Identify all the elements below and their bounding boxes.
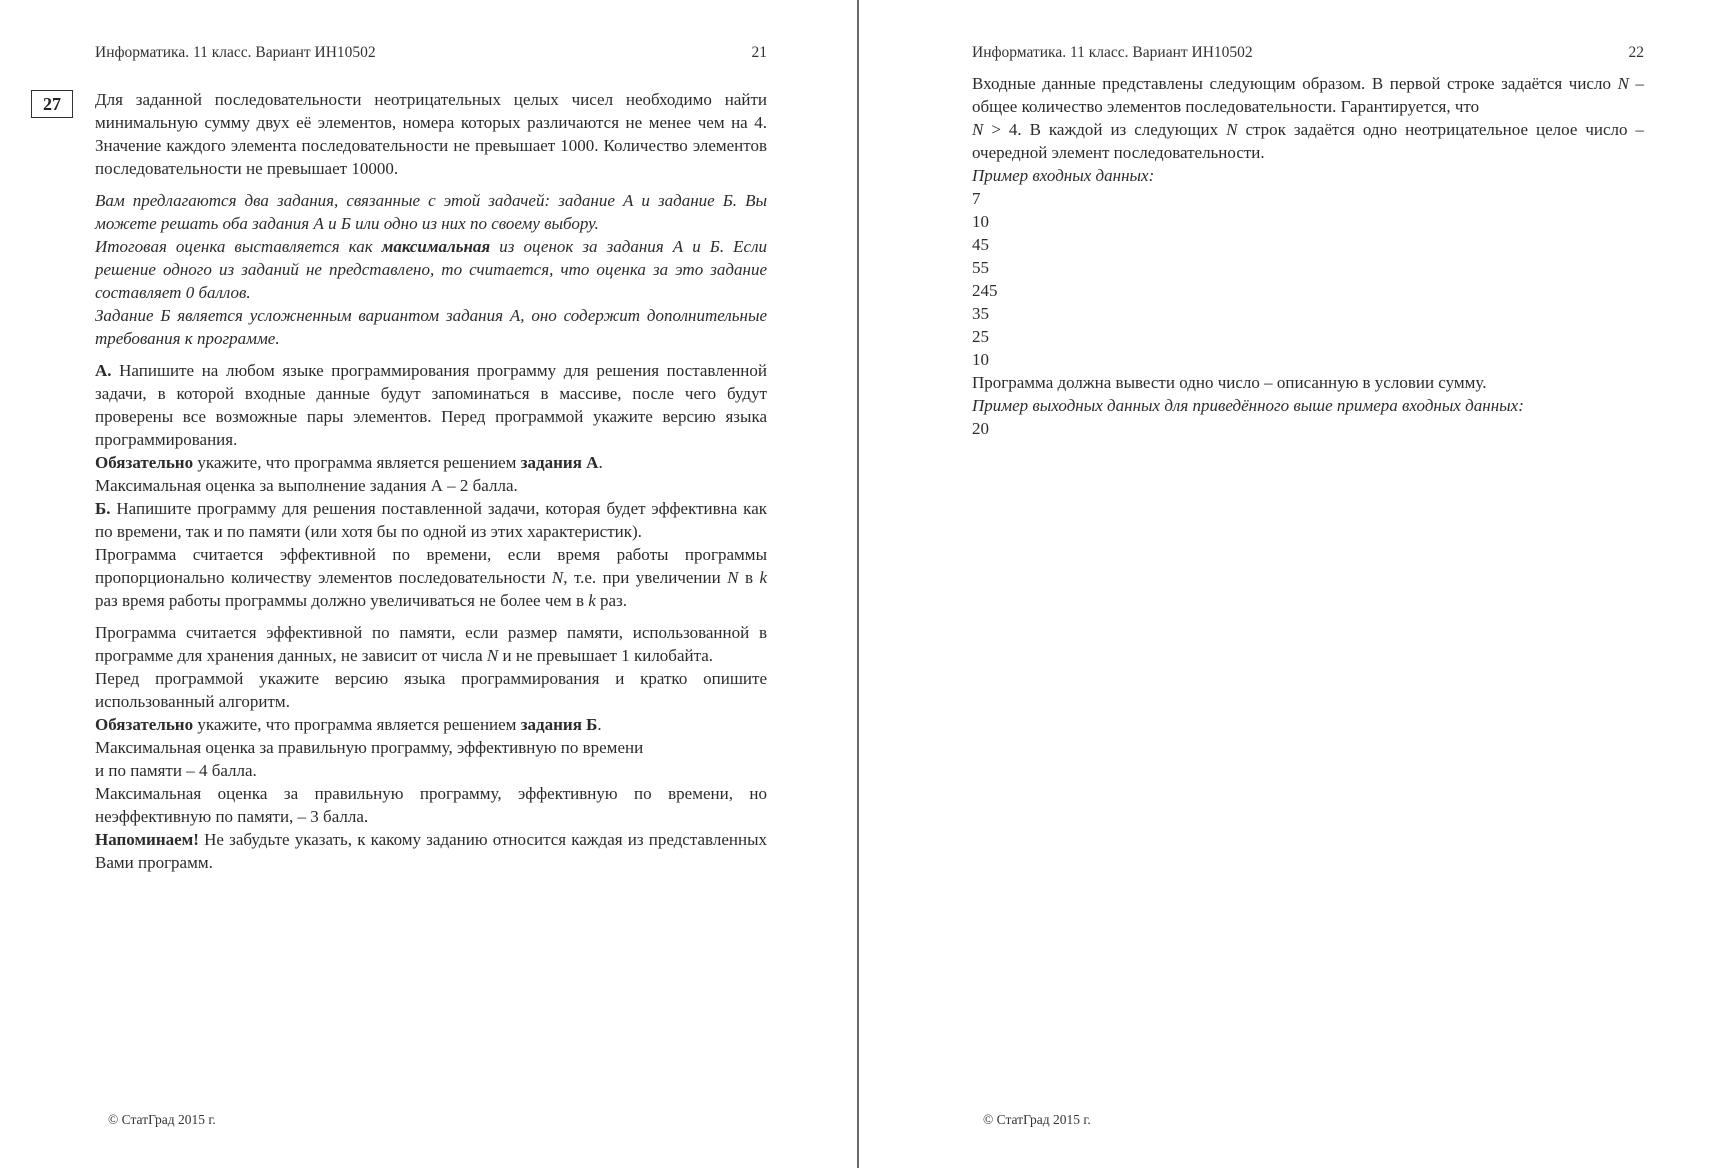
emphasis-max: максимальная [381, 237, 491, 256]
task-b-mandatory: Обязательно укажите, что программа является решением задания Б. [95, 715, 602, 734]
input-description: Входные данные представлены следующим образом. В первой строке задаётся число N – общее количество элементов последовательности. Гарантируется, что N > 4. В каждой из следующих N строк задаётся одно неотрицательное целое число – очередной элемент последовательности. [972, 74, 1645, 162]
left-page [0, 0, 858, 1168]
header-title: Информатика. 11 класс. Вариант ИН10502 [972, 44, 1253, 61]
task-a-max-score: Максимальная оценка за выполнение задания А – 2 балла. [95, 476, 518, 495]
italic-note-2: Итоговая оценка выставляется как максимальная из оценок за задания А и Б. Если решение одного из заданий не представлено, то считается, что оценка за это задание составляет 0 баллов. [95, 237, 767, 302]
list-item: 10 [972, 212, 989, 231]
page-number: 22 [1628, 44, 1644, 61]
list-item: 45 [972, 235, 989, 254]
right-footer: © СтатГрад 2015 г. [983, 1112, 1091, 1127]
list-item: 25 [972, 327, 989, 346]
output-description: Программа должна вывести одно число – описанную в условии сумму. [972, 373, 1487, 392]
time-efficiency: Программа считается эффективной по времени, если время работы программы пропорционально количеству элементов последовательности N, т.е. при увеличении N в k раз время работы программы должно увеличиваться не более чем в k раз. [95, 545, 767, 610]
right-body [972, 72, 1644, 440]
left-footer: © СтатГрад 2015 г. [108, 1112, 216, 1127]
example-output: 20 [972, 419, 989, 438]
italic-note-3: Задание Б является усложненным вариантом задания А, оно содержит дополнительные требования к программе. [95, 306, 767, 348]
task-b-max-score-1: Максимальная оценка за правильную программу, эффективную по времени и по памяти – 4 балла. [95, 738, 644, 780]
list-item: 55 [972, 258, 989, 277]
italic-note-1: Вам предлагаются два задания, связанные с этой задачей: задание А и задание Б. Вы можете решать оба задания А и Б или одно из них по своему выбору. [95, 191, 767, 233]
right-page [860, 0, 1720, 1168]
list-item: 35 [972, 304, 989, 323]
list-item: 10 [972, 350, 989, 369]
example-input-list [972, 187, 1644, 371]
task-a-label: А. [95, 361, 112, 380]
task-a-mandatory: Обязательно укажите, что программа является решением задания А. [95, 453, 603, 472]
memory-efficiency: Программа считается эффективной по памяти, если размер памяти, использованной в программе для хранения данных, не зависит от числа N и не превышает 1 килобайта. [95, 623, 767, 665]
page-number: 21 [751, 44, 767, 61]
task-number-box: 27 [31, 90, 73, 118]
task-b-label: Б. [95, 499, 111, 518]
header-title: Информатика. 11 класс. Вариант ИН10502 [95, 44, 376, 61]
task-b-max-score-2: Максимальная оценка за правильную программу, эффективную по времени, но неэффективную по памяти, – 3 балла. [95, 784, 767, 826]
task-b-paragraph: Б. Напишите программу для решения поставленной задачи, которая будет эффективна как по времени, так и по памяти (или хотя бы по одной из этих характеристик). [95, 499, 767, 541]
reminder: Напоминаем! Не забудьте указать, к какому заданию относится каждая из представленных Вами программ. [95, 830, 767, 872]
task-a-paragraph: А. Напишите на любом языке программирования программу для решения поставленной задачи, в которой входные данные будут запоминаться в массиве, после чего будут проверены все возможные пары элементов. Перед программой укажите версию языка программирования. [95, 361, 767, 449]
task-intro: Для заданной последовательности неотрицательных целых чисел необходимо найти минимальную сумму двух её элементов, номера которых различаются не менее чем на 4. Значение каждого элемента последовательности не превышает 1000. Количество элементов последовательности не превышает 10000. [95, 90, 767, 178]
list-item: 245 [972, 281, 998, 300]
before-program: Перед программой укажите версию языка программирования и кратко опишите использованный алгоритм. [95, 669, 767, 711]
example-input-label: Пример входных данных: [972, 166, 1155, 185]
left-body [95, 88, 767, 874]
list-item: 7 [972, 189, 981, 208]
example-output-label: Пример выходных данных для приведённого выше примера входных данных: [972, 396, 1524, 415]
